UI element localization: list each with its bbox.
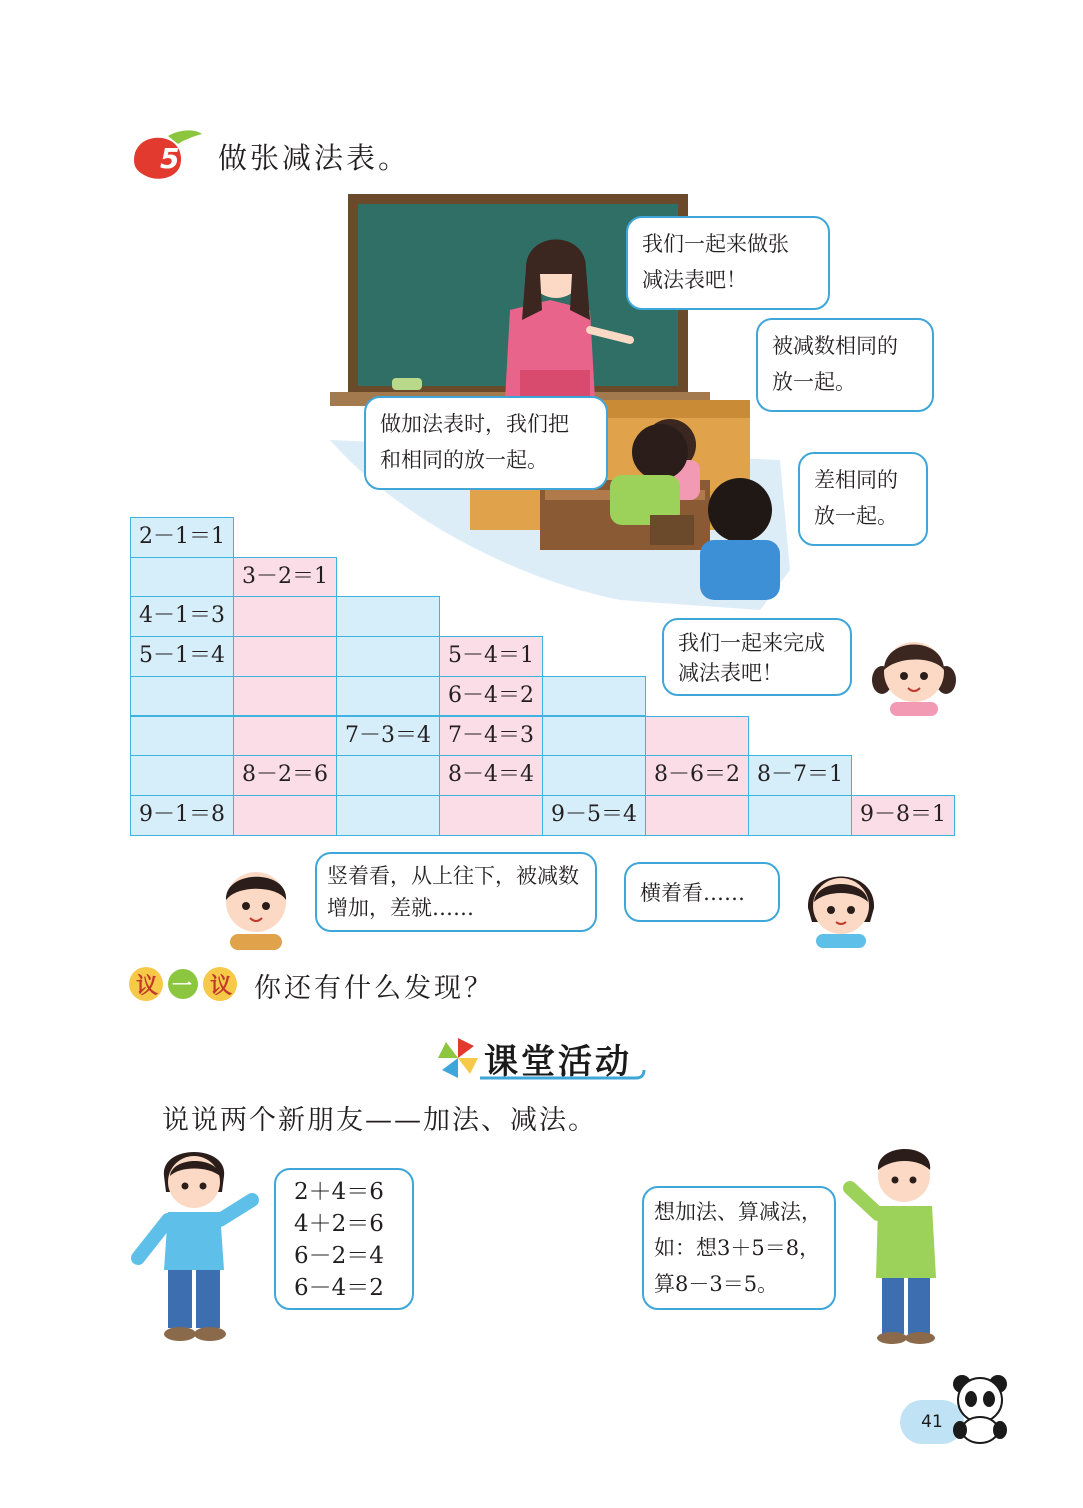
horizontal-observation-bubble <box>624 862 780 922</box>
table-cell: 5－4＝1 <box>439 636 543 677</box>
table-cell <box>645 795 749 836</box>
table-cell <box>542 716 646 757</box>
table-cell <box>336 755 440 796</box>
tip-line-3: 算8－3＝5。 <box>654 1272 779 1296</box>
table-cell <box>233 596 337 637</box>
table-cell <box>439 795 543 836</box>
tip-line-2: 如：想3＋5＝8， <box>654 1236 821 1260</box>
discussion-question: 你还有什么发现？ <box>254 973 494 1004</box>
table-cell <box>542 755 646 796</box>
vertical-observation-line-1: 竖着看，从上往下，被减数 <box>327 864 579 888</box>
table-cell: 9－8＝1 <box>851 795 955 836</box>
table-cell <box>233 636 337 677</box>
student-speech-3-line-2: 放一起。 <box>814 504 898 528</box>
table-cell: 8－2＝6 <box>233 755 337 796</box>
table-cell: 7－3＝4 <box>336 716 440 757</box>
table-cell: 4－1＝3 <box>130 596 234 637</box>
student-speech-1-line-1: 被减数相同的 <box>772 334 898 358</box>
table-cell <box>542 676 646 717</box>
table-cell <box>336 636 440 677</box>
table-cell <box>748 795 852 836</box>
table-cell: 8－4＝4 <box>439 755 543 796</box>
teacher-speech-line-1: 我们一起来做张 <box>642 232 789 256</box>
boy-teacher-figure <box>838 1138 958 1348</box>
equation-2: 4＋2＝6 <box>294 1211 384 1237</box>
table-cell: 2－1＝1 <box>130 517 234 558</box>
pinwheel-icon <box>436 1036 480 1080</box>
teacher-speech-bubble <box>626 216 830 310</box>
subtraction-table <box>130 517 954 835</box>
discussion-label-part-3: 议 <box>210 974 233 999</box>
student-speech-bubble-1 <box>756 318 934 412</box>
panda-icon <box>948 1372 1014 1444</box>
table-cell <box>130 557 234 598</box>
boy-avatar <box>210 858 302 950</box>
table-cell <box>233 716 337 757</box>
table-cell <box>336 596 440 637</box>
vertical-observation-bubble <box>315 852 597 932</box>
table-cell: 8－7＝1 <box>748 755 852 796</box>
horizontal-observation-line-1: 横着看…… <box>640 881 745 905</box>
equation-1: 2＋4＝6 <box>294 1179 384 1205</box>
exercise-number: 5 <box>160 142 180 175</box>
table-cell <box>336 795 440 836</box>
table-cell: 7－4＝3 <box>439 716 543 757</box>
table-cell <box>130 676 234 717</box>
table-cell <box>233 676 337 717</box>
girl-speech-line-2: 减法表吧！ <box>678 661 783 685</box>
tip-line-1: 想加法、算减法， <box>654 1200 822 1224</box>
tip-bubble <box>642 1186 836 1310</box>
equation-3: 6－2＝4 <box>294 1243 384 1269</box>
student-speech-bubble-2 <box>364 396 608 490</box>
table-cell: 9－5＝4 <box>542 795 646 836</box>
discussion-label-part-2: 一 <box>172 973 192 997</box>
equations-bubble <box>274 1168 414 1310</box>
discussion-label-part-1: 议 <box>136 974 159 999</box>
student-speech-3-line-1: 差相同的 <box>814 468 898 492</box>
student-speech-2-line-1: 做加法表时，我们把 <box>380 412 569 436</box>
table-cell <box>233 795 337 836</box>
equation-4: 6－4＝2 <box>294 1275 384 1301</box>
discussion-label <box>128 964 238 1004</box>
vertical-observation-line-2: 增加，差就…… <box>327 896 474 920</box>
exercise-number-badge <box>128 130 204 182</box>
student-speech-1-line-2: 放一起。 <box>772 370 856 394</box>
girl-teacher-figure <box>128 1140 268 1345</box>
exercise-title: 做张减法表。 <box>218 141 411 175</box>
girl-speech-line-1: 我们一起来完成 <box>678 631 825 655</box>
activity-text: 说说两个新朋友——加法、减法。 <box>162 1105 597 1136</box>
activity-title-underline <box>476 1068 648 1082</box>
table-cell: 6－4＝2 <box>439 676 543 717</box>
table-cell: 8－6＝2 <box>645 755 749 796</box>
student-speech-2-line-2: 和相同的放一起。 <box>380 448 548 472</box>
table-cell <box>336 676 440 717</box>
activity-title: 课堂活动 <box>484 1042 632 1082</box>
table-cell: 5－1＝4 <box>130 636 234 677</box>
table-cell: 9－1＝8 <box>130 795 234 836</box>
page-number: 41 <box>900 1400 964 1444</box>
table-cell: 3－2＝1 <box>233 557 337 598</box>
teacher-speech-line-2: 减法表吧！ <box>642 268 747 292</box>
table-cell <box>130 755 234 796</box>
girl-bob-avatar <box>796 856 886 948</box>
table-cell <box>645 716 749 757</box>
table-cell <box>130 716 234 757</box>
